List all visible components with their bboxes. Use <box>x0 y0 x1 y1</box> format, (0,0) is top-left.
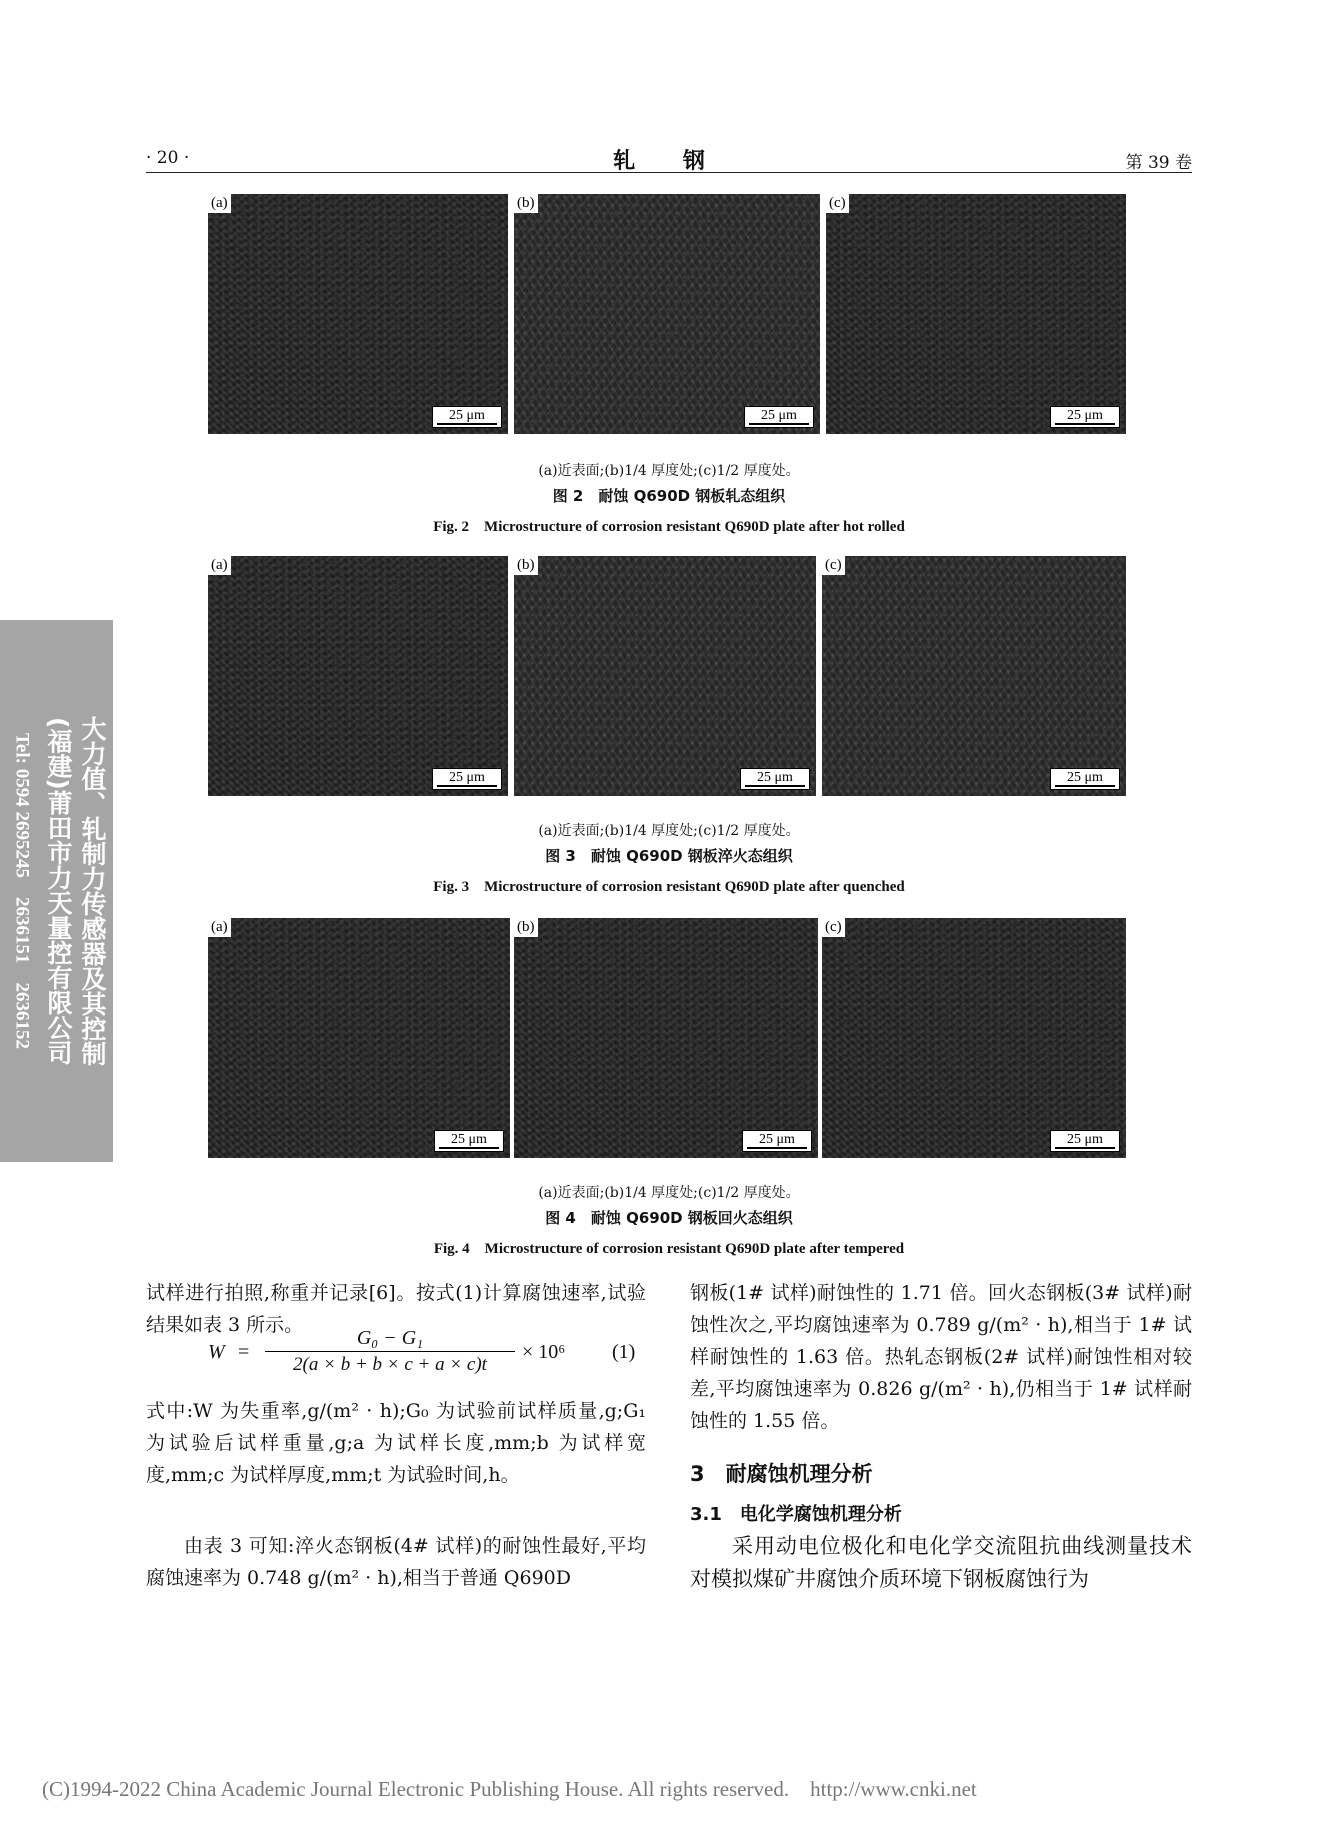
body-paragraph: 式中:W 为失重率,g/(m² · h);G₀ 为试验前试样质量,g;G₁ 为试验后试样重量,g;a 为试样长度,mm;b 为试样宽度,mm;c 为试样厚度,mm;t 为试验时间,h。 <box>146 1400 646 1486</box>
page-number: · 20 · <box>146 148 190 168</box>
body-paragraph: 试样进行拍照,称重并记录[6]。按式(1)计算腐蚀速率,试验结果如表 3 所示。 <box>146 1282 646 1336</box>
micrograph-panel <box>514 194 820 434</box>
figure-2-subcaption: (a)近表面;(b)1/4 厚度处;(c)1/2 厚度处。 <box>538 463 800 479</box>
banner-line-1: 大力值、轧制力传感器及其控制 <box>78 716 107 1066</box>
micrograph-panel <box>826 194 1126 434</box>
micrograph-panel <box>208 918 510 1158</box>
section-heading-3: 3 耐腐蚀机理分析 <box>690 1462 873 1486</box>
figure-3-caption-en: Fig. 3 Microstructure of corrosion resistant Q690D plate after quenched <box>433 879 905 895</box>
body-paragraph: 由表 3 可知:淬火态钢板(4# 试样)的耐蚀性最好,平均腐蚀速率为 0.748 g/(m² · h),相当于普通 Q690D <box>146 1535 646 1589</box>
equation-fraction <box>265 1327 515 1376</box>
figure-2-caption-zh: 图 2 耐蚀 Q690D 钢板轧态组织 <box>552 487 786 505</box>
equation-denominator: 2(a × b + b × c + a × c)t <box>293 1354 487 1375</box>
side-banner <box>0 620 113 1162</box>
scale-bar: 25 μm <box>744 406 814 428</box>
copyright-footer: (C)1994-2022 China Academic Journal Electronic Publishing House. All rights reserved. http://www.cnki.net <box>42 1777 977 1801</box>
equation-1 <box>200 1327 650 1377</box>
panel-label: (b) <box>514 556 538 575</box>
body-paragraph: 采用动电位极化和电化学交流阻抗曲线测量技术对模拟煤矿井腐蚀介质环境下钢板腐蚀行为 <box>690 1534 1192 1591</box>
panel-label: (c) <box>822 918 845 937</box>
micrograph-panel <box>208 194 508 434</box>
equation-number: (1) <box>612 1341 636 1363</box>
equation-multiplier: × 10⁶ <box>522 1341 566 1363</box>
micrograph-panel <box>514 556 816 796</box>
figure-2-caption-en: Fig. 2 Microstructure of corrosion resistant Q690D plate after hot rolled <box>433 519 905 535</box>
equation-numerator: G₀ − G₁ <box>356 1327 424 1349</box>
figure-2-panels <box>208 194 1126 434</box>
panel-label: (a) <box>208 918 231 937</box>
scale-bar: 25 μm <box>1050 768 1120 790</box>
panel-label: (a) <box>208 556 231 575</box>
left-column-para-3 <box>146 1530 646 1594</box>
figure-4-subcaption: (a)近表面;(b)1/4 厚度处;(c)1/2 厚度处。 <box>538 1185 800 1201</box>
equation-equals: = <box>238 1341 250 1363</box>
equation-lhs: W <box>208 1341 225 1363</box>
figure-4-caption-en: Fig. 4 Microstructure of corrosion resistant Q690D plate after tempered <box>433 1241 905 1257</box>
scale-bar: 25 μm <box>432 768 502 790</box>
fraction-bar <box>265 1351 515 1352</box>
subsection-heading-3-1: 3.1 电化学腐蚀机理分析 <box>690 1504 902 1525</box>
micrograph-panel <box>822 556 1126 796</box>
scale-bar: 25 μm <box>432 406 502 428</box>
panel-label: (a) <box>208 194 231 213</box>
body-paragraph: 钢板(1# 试样)耐蚀性的 1.71 倍。回火态钢板(3# 试样)耐蚀性次之,平均腐蚀速率为 0.789 g/(m² · h),相当于 1# 试样耐蚀性的 1.63 倍。热轧态钢板(2# 试样)耐蚀性相对较差,平均腐蚀速率为 0.826 g/(m² · h),仍相当于 1# 试样耐蚀性的 1.55 倍。 <box>690 1282 1192 1432</box>
panel-label: (c) <box>826 194 849 213</box>
figure-3-panels <box>208 556 1126 796</box>
scale-bar: 25 μm <box>742 1130 812 1152</box>
scale-bar: 25 μm <box>1050 1130 1120 1152</box>
right-column-para-2 <box>690 1530 1192 1596</box>
scale-bar: 25 μm <box>434 1130 504 1152</box>
running-header <box>146 144 1192 174</box>
scale-bar: 25 μm <box>740 768 810 790</box>
panel-label: (b) <box>514 194 538 213</box>
figure-4-caption-zh: 图 4 耐蚀 Q690D 钢板回火态组织 <box>545 1209 793 1227</box>
banner-line-2: (福建)莆田市力天量控有限公司 <box>44 717 73 1065</box>
figure-3-subcaption: (a)近表面;(b)1/4 厚度处;(c)1/2 厚度处。 <box>538 823 800 839</box>
header-rule <box>146 172 1192 173</box>
micrograph-panel <box>208 556 508 796</box>
journal-name: 轧 钢 <box>613 148 725 174</box>
figure-4-panels <box>208 918 1126 1158</box>
figure-3-caption-zh: 图 3 耐蚀 Q690D 钢板淬火态组织 <box>545 847 793 865</box>
panel-label: (c) <box>822 556 845 575</box>
scale-bar: 25 μm <box>1050 406 1120 428</box>
panel-label: (b) <box>514 918 538 937</box>
micrograph-panel <box>514 918 818 1158</box>
right-column-para-1 <box>690 1277 1192 1437</box>
left-column-para-2 <box>146 1395 646 1491</box>
micrograph-panel <box>822 918 1126 1158</box>
volume-number: 第 39 卷 <box>1125 153 1192 173</box>
banner-line-3: Tel: 0594 2695245 2636151 2636152 <box>11 733 33 1049</box>
